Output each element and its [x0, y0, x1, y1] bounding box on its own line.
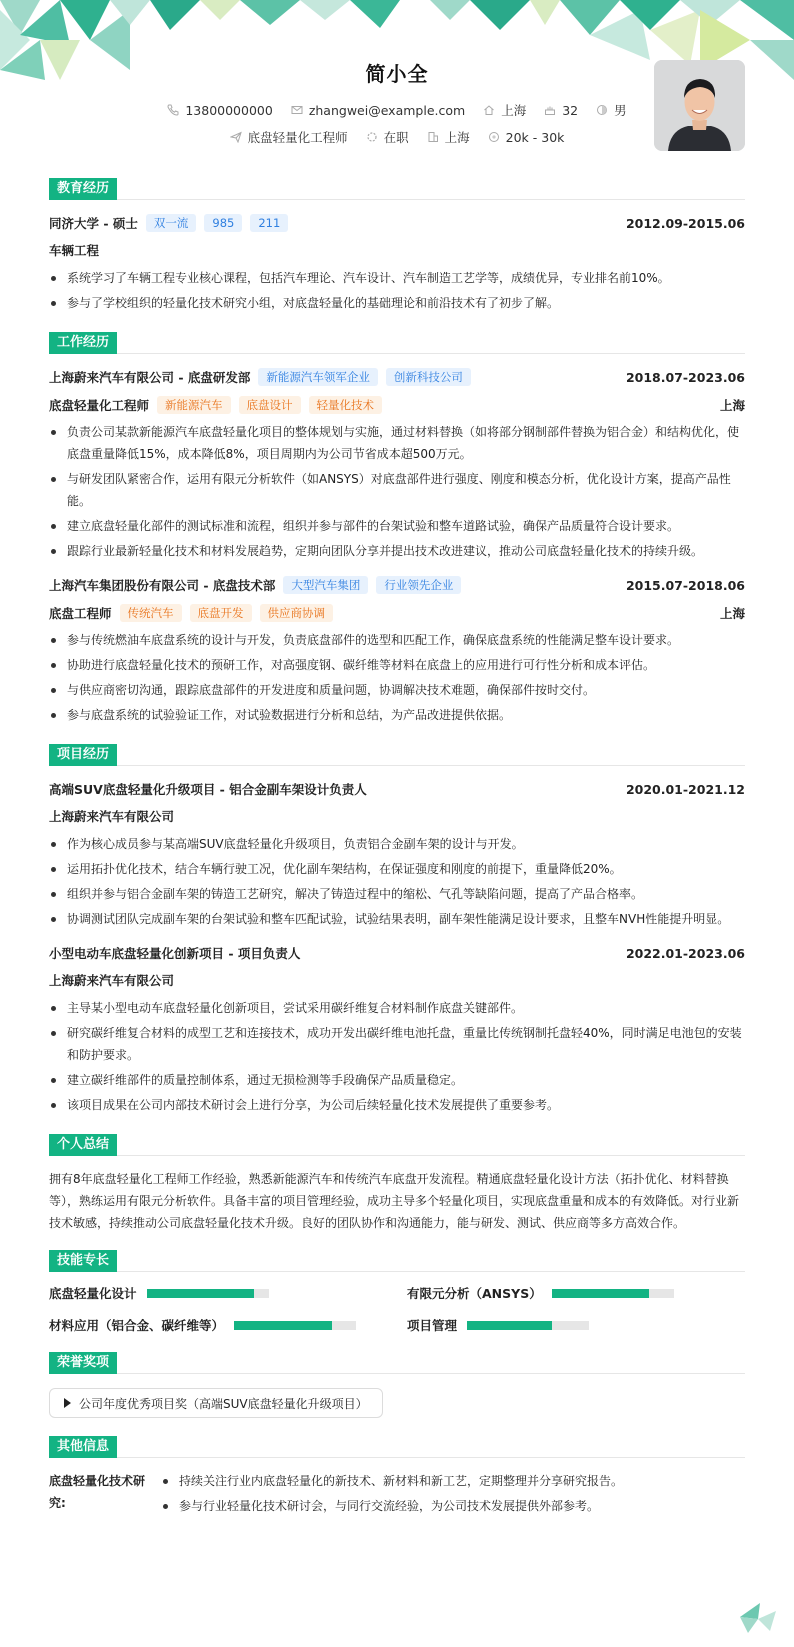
salary-item: [488, 130, 565, 145]
company-tag: 创新科技公司: [386, 368, 471, 386]
awards-section: [49, 1352, 745, 1418]
role-tag: 新能源汽车: [157, 396, 231, 414]
work-entry: [49, 366, 745, 562]
project-period: 2020.01-2021.12: [625, 781, 745, 797]
coin-icon: [488, 131, 500, 143]
skill-item: [49, 1316, 387, 1334]
avatar: [654, 60, 745, 151]
award-text: 公司年度优秀项目奖（高端SUV底盘轻量化升级项目）: [79, 1396, 368, 1411]
email-text: zhangwei@example.com: [308, 102, 466, 118]
work-bullets: [49, 629, 745, 726]
role-tag: 轻量化技术: [309, 396, 383, 414]
skill-bar-fill: [147, 1289, 254, 1298]
role-tag: 供应商协调: [260, 604, 334, 622]
section-divider: [49, 1457, 745, 1458]
skill-name: 底盘轻量化设计: [49, 1286, 137, 1301]
section-title: 教育经历: [49, 178, 117, 200]
send-icon: [230, 131, 242, 143]
building-icon: [427, 131, 439, 143]
list-item: 持续关注行业内底盘轻量化的新技术、新材料和新工艺，定期整理并分享研究报告。: [161, 1470, 623, 1492]
projects-section: [49, 744, 745, 1116]
company-tag: 大型汽车集团: [283, 576, 368, 594]
company-name: 上海汽车集团股份有限公司 - 底盘技术部: [49, 578, 276, 593]
role-tag: 底盘开发: [190, 604, 252, 622]
list-item: 与供应商密切沟通，跟踪底盘部件的开发进度和质量问题，协调解决技术难题，确保部件按时交付。: [49, 679, 745, 701]
education-bullets: [49, 267, 745, 314]
project-entry: [49, 942, 745, 1116]
skill-name: 有限元分析（ANSYS）: [407, 1286, 542, 1301]
skill-item: [407, 1316, 745, 1334]
avatar-photo: [654, 60, 745, 151]
school-tag: 双一流: [146, 214, 197, 232]
list-item: 组织并参与铝合金副车架的铸造工艺研究，解决了铸造过程中的缩松、气孔等缺陷问题，提高了产品合格率。: [49, 883, 745, 905]
role-tag: 传统汽车: [120, 604, 182, 622]
major: 车辆工程: [49, 243, 100, 258]
list-item: 系统学习了车辆工程专业核心课程，包括汽车理论、汽车设计、汽车制造工艺学等，成绩优异，专业排名前10%。: [49, 267, 745, 289]
other-bullets: [161, 1470, 623, 1520]
corner-decoration: [740, 1603, 776, 1633]
role-name: 底盘工程师: [49, 606, 112, 621]
city-text: 上海: [501, 103, 527, 118]
age-text: 32: [562, 102, 579, 118]
role-tag: 底盘设计: [239, 396, 301, 414]
skill-item: [407, 1284, 745, 1302]
list-item: 跟踪行业最新轻量化技术和材料发展趋势，定期向团队分享并提出技术改进建议，推动公司底盘轻量化技术的持续升级。: [49, 540, 745, 562]
skill-bar-fill: [552, 1289, 650, 1298]
project-company: 上海蔚来汽车有限公司: [49, 973, 175, 988]
project-bullets: [49, 997, 745, 1116]
section-header: [49, 332, 745, 354]
email-item: [291, 103, 465, 118]
list-item: 建立碳纤维部件的质量控制体系，通过无损检测等手段确保产品质量稳定。: [49, 1069, 745, 1091]
skill-name: 材料应用（铝合金、碳纤维等）: [49, 1318, 225, 1333]
other-info: [49, 1470, 745, 1520]
resume-header: [49, 0, 745, 178]
section-title: 工作经历: [49, 332, 117, 354]
age-item: [544, 103, 578, 118]
contact-row: [49, 101, 745, 119]
school-tag: 985: [204, 214, 242, 232]
section-divider: [49, 1373, 745, 1374]
job-title-text: 底盘轻量化工程师: [247, 130, 348, 145]
skill-bar-fill: [234, 1321, 332, 1330]
section-title: 技能专长: [49, 1250, 117, 1272]
gender-icon: [596, 104, 608, 116]
other-section: [49, 1436, 745, 1520]
job-title-item: [230, 128, 348, 146]
section-header: [49, 1134, 745, 1156]
list-item: 研究碳纤维复合材料的成型工艺和连接技术，成功开发出碳纤维电池托盘，重量比传统钢制托盘轻40%，同时满足电池包的安装和防护要求。: [49, 1022, 745, 1066]
play-icon: [64, 1398, 71, 1408]
skills-section: [49, 1250, 745, 1334]
school-name: 同济大学 - 硕士: [49, 216, 138, 231]
skill-bar: [234, 1321, 356, 1330]
other-label: 底盘轻量化技术研究:: [49, 1474, 146, 1510]
project-title: 小型电动车底盘轻量化创新项目 - 项目负责人: [49, 946, 301, 961]
section-title: 荣誉奖项: [49, 1352, 117, 1374]
project-bullets: [49, 833, 745, 930]
section-header: [49, 1250, 745, 1272]
skill-bar: [467, 1321, 589, 1330]
work-location: 上海: [719, 606, 745, 621]
work-section: [49, 332, 745, 726]
phone-icon: [167, 104, 179, 116]
skill-bar-fill: [467, 1321, 552, 1330]
mail-icon: [291, 104, 303, 116]
list-item: 参与底盘系统的试验验证工作，对试验数据进行分析和总结，为产品改进提供依据。: [49, 704, 745, 726]
company-tag: 行业领先企业: [376, 576, 461, 594]
gender-item: [596, 101, 627, 119]
list-item: 参与传统燃油车底盘系统的设计与开发，负责底盘部件的选型和匹配工作，确保底盘系统的性能满足整车设计要求。: [49, 629, 745, 651]
list-item: 负责公司某款新能源汽车底盘轻量化项目的整体规划与实施，通过材料替换（如将部分钢制部件替换为铝合金）和结构优化，使底盘重量降低15%，成本降低8%，项目周期内为公司节省成本超500万元。: [49, 421, 745, 465]
work-period: 2015.07-2018.06: [625, 577, 745, 593]
home-icon: [483, 104, 495, 116]
work-city-text: 上海: [444, 130, 470, 145]
school-tag: 211: [250, 214, 288, 232]
status-icon: [366, 131, 378, 143]
work-bullets: [49, 421, 745, 562]
work-location: 上海: [719, 398, 745, 413]
section-header: [49, 178, 745, 200]
award-item: [49, 1388, 383, 1418]
cake-icon: [544, 104, 556, 116]
section-header: [49, 1352, 745, 1374]
project-company: 上海蔚来汽车有限公司: [49, 809, 175, 824]
phone-item: [167, 103, 272, 118]
section-divider: [49, 1271, 745, 1272]
job-row: [49, 128, 745, 146]
education-row: [49, 212, 745, 234]
list-item: 参与行业轻量化技术研讨会，与同行交流经验，为公司技术发展提供外部参考。: [161, 1495, 623, 1517]
section-title: 个人总结: [49, 1134, 117, 1156]
salary-text: 20k - 30k: [505, 129, 565, 145]
list-item: 参与了学校组织的轻量化技术研究小组，对底盘轻量化的基础理论和前沿技术有了初步了解。: [49, 292, 745, 314]
list-item: 运用拓扑优化技术，结合车辆行驶工况，优化副车架结构，在保证强度和刚度的前提下，重量降低20%。: [49, 858, 745, 880]
candidate-name: 简小全: [365, 62, 429, 86]
education-period: 2012.09-2015.06: [625, 215, 745, 231]
section-divider: [49, 353, 745, 354]
skill-item: [49, 1284, 387, 1302]
city-item: [483, 101, 526, 119]
summary-section: [49, 1134, 745, 1234]
work-entry: [49, 574, 745, 726]
work-period: 2018.07-2023.06: [625, 369, 745, 385]
summary-text: 拥有8年底盘轻量化工程师工作经验，熟悉新能源汽车和传统汽车底盘开发流程。精通底盘轻量化设计方法（拓扑优化、材料替换等），熟练运用有限元分析软件。具备丰富的项目管理经验，成功主导多个轻量化项目，实现底盘重量和成本的有效降低。对行业新技术敏感，持续推动公司底盘轻量化技术升级。良好的团队协作和沟通能力，能与研发、测试、供应商等多方高效合作。: [49, 1172, 740, 1230]
phone-text: 13800000000: [185, 102, 273, 118]
section-header: [49, 744, 745, 766]
section-header: [49, 1436, 745, 1458]
skill-bar: [552, 1289, 674, 1298]
list-item: 与研发团队紧密合作，运用有限元分析软件（如ANSYS）对底盘部件进行强度、刚度和模态分析，优化设计方案，提高产品性能。: [49, 468, 745, 512]
section-title: 其他信息: [49, 1436, 117, 1458]
work-city-item: [427, 128, 470, 146]
project-title: 高端SUV底盘轻量化升级项目 - 铝合金副车架设计负责人: [49, 782, 367, 797]
skill-name: 项目管理: [407, 1318, 458, 1333]
section-divider: [49, 199, 745, 200]
list-item: 作为核心成员参与某高端SUV底盘轻量化升级项目，负责铝合金副车架的设计与开发。: [49, 833, 745, 855]
section-divider: [49, 1155, 745, 1156]
skill-bar: [147, 1289, 269, 1298]
gender-text: 男: [614, 103, 627, 118]
company-name: 上海蔚来汽车有限公司 - 底盘研发部: [49, 370, 251, 385]
skills-grid: [49, 1284, 745, 1334]
company-tag: 新能源汽车领军企业: [258, 368, 378, 386]
education-section: [49, 178, 745, 314]
section-title: 项目经历: [49, 744, 117, 766]
list-item: 建立底盘轻量化部件的测试标准和流程，组织并参与部件的台架试验和整车道路试验，确保产品质量符合设计要求。: [49, 515, 745, 537]
list-item: 协调测试团队完成副车架的台架试验和整车匹配试验，试验结果表明，副车架性能满足设计要求，且整车NVH性能提升明显。: [49, 908, 745, 930]
status-text: 在职: [383, 130, 409, 145]
list-item: 主导某小型电动车底盘轻量化创新项目，尝试采用碳纤维复合材料制作底盘关键部件。: [49, 997, 745, 1019]
list-item: 该项目成果在公司内部技术研讨会上进行分享，为公司后续轻量化技术发展提供了重要参考。: [49, 1094, 745, 1116]
project-entry: [49, 778, 745, 930]
list-item: 协助进行底盘轻量化技术的预研工作，对高强度钢、碳纤维等材料在底盘上的应用进行可行性分析和成本评估。: [49, 654, 745, 676]
role-name: 底盘轻量化工程师: [49, 398, 150, 413]
project-period: 2022.01-2023.06: [625, 945, 745, 961]
status-item: [366, 128, 409, 146]
section-divider: [49, 765, 745, 766]
